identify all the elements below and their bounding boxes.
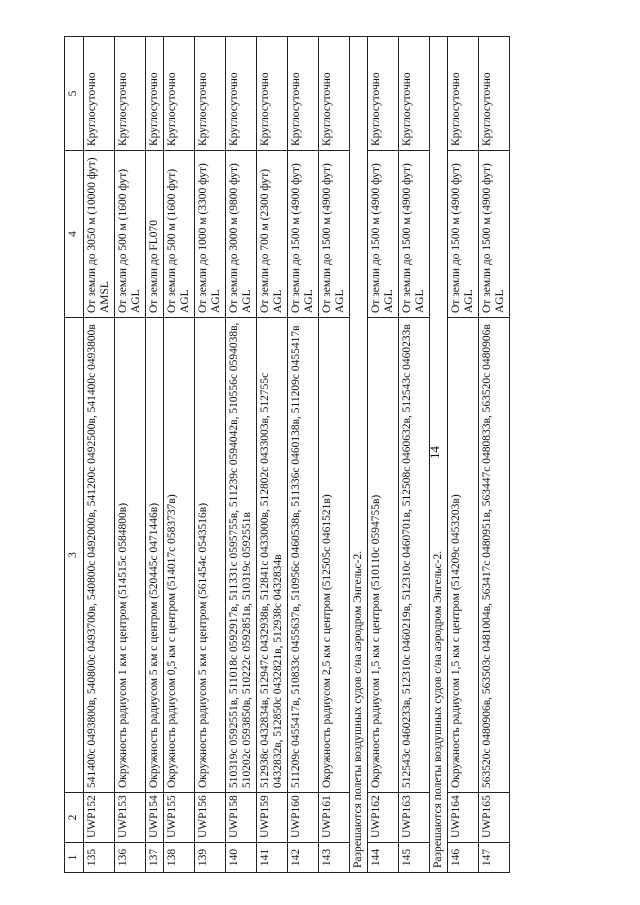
operating-time-cell: Круглосуточно xyxy=(164,37,195,151)
row-number-cell: 138 xyxy=(164,843,195,873)
zone-id-cell: UWP156 xyxy=(195,793,226,843)
operating-time-cell: Круглосуточно xyxy=(257,37,288,151)
column-header: 4 xyxy=(65,151,84,318)
row-number-cell: 140 xyxy=(226,843,257,873)
table-row xyxy=(448,37,479,873)
altitude-limits-cell: От земли до 500 м (1600 фут) AGL xyxy=(115,151,146,318)
column-header: 3 xyxy=(65,318,84,793)
operating-time-cell: Круглосуточно xyxy=(479,37,510,151)
operating-time-cell: Круглосуточно xyxy=(226,37,257,151)
note-text: Разрешаются полеты воздушных судов с/на аэродром Энгельс-2. xyxy=(350,37,368,873)
altitude-limits-cell: От земли до 1500 м (4900 фут) AGL xyxy=(399,151,430,318)
table-row xyxy=(226,37,257,873)
altitude-limits-cell: От земли до 500 м (1600 фут) AGL xyxy=(164,151,195,318)
table-row xyxy=(257,37,288,873)
altitude-limits-cell: От земли до 1500 м (4900 фут) AGL xyxy=(479,151,510,318)
table-row xyxy=(146,37,164,873)
table-row xyxy=(164,37,195,873)
zone-area-cell: Окружность радиусом 1,5 км с центром (510110с 0594755в) xyxy=(368,318,399,793)
page-number: 14 xyxy=(427,446,442,459)
operating-time-cell: Круглосуточно xyxy=(288,37,319,151)
zone-area-cell: Окружность радиусом 1 км с центром (514515с 0584800в) xyxy=(115,318,146,793)
altitude-limits-cell: От земли до 1500 м (4900 фут) AGL xyxy=(288,151,319,318)
row-number-cell: 136 xyxy=(115,843,146,873)
zone-area-cell: 512938с 0432834в, 512947с 0432938в, 512841с 0433000в, 512802с 0433003в, 512755с 0432832в, 512850с 0432821в, 512938с 0432834в xyxy=(257,318,288,793)
row-number-cell: 144 xyxy=(368,843,399,873)
row-number-cell: 142 xyxy=(288,843,319,873)
zone-id-cell: UWP158 xyxy=(226,793,257,843)
table-note-row xyxy=(430,37,448,873)
note-text: Разрешаются полеты воздушных судов с/на аэродром Энгельс-2. xyxy=(430,37,448,873)
table-body xyxy=(84,37,510,873)
operating-time-cell: Круглосуточно xyxy=(368,37,399,151)
zone-area-cell: Окружность радиусом 5 км с центром (520445с 0471446в) xyxy=(146,318,164,793)
altitude-limits-cell: От земли до 3000 м (9800 фут) AGL xyxy=(226,151,257,318)
table-row xyxy=(195,37,226,873)
column-header: 1 xyxy=(65,843,84,873)
zone-id-cell: UWP153 xyxy=(115,793,146,843)
table-row xyxy=(84,37,115,873)
altitude-limits-cell: От земли до 1500 м (4900 фут) AGL xyxy=(448,151,479,318)
table-row xyxy=(479,37,510,873)
zone-area-cell: 511209с 0455417в, 510833с 0455637в, 510956с 0460538в, 511336с 0460138в, 511209с 0455417в xyxy=(288,318,319,793)
altitude-limits-cell: От земли до 3050 м (10000 фут) AMSL xyxy=(84,151,115,318)
column-header: 5 xyxy=(65,37,84,151)
altitude-limits-cell: От земли до 700 м (2300 фут) AGL xyxy=(257,151,288,318)
operating-time-cell: Круглосуточно xyxy=(115,37,146,151)
zone-id-cell: UWP154 xyxy=(146,793,164,843)
table-row xyxy=(399,37,430,873)
table-row xyxy=(319,37,350,873)
zone-id-cell: UWP161 xyxy=(319,793,350,843)
table-row xyxy=(288,37,319,873)
zone-area-cell: Окружность радиусом 0,5 км с центром (514017с 0583737в) xyxy=(164,318,195,793)
row-number-cell: 135 xyxy=(84,843,115,873)
table-row xyxy=(115,37,146,873)
operating-time-cell: Круглосуточно xyxy=(84,37,115,151)
zone-area-cell: Окружность радиусом 5 км с центром (561454с 0543516в) xyxy=(195,318,226,793)
table-row xyxy=(368,37,399,873)
altitude-limits-cell: От земли до 1500 м (4900 фут) AGL xyxy=(368,151,399,318)
zone-area-cell: 563520с 0480906в, 563503с 0481004в, 563417с 0480951в, 563447с 0480833в, 563520с 0480906в xyxy=(479,318,510,793)
zone-id-cell: UWP162 xyxy=(368,793,399,843)
zone-id-cell: UWP152 xyxy=(84,793,115,843)
operating-time-cell: Круглосуточно xyxy=(448,37,479,151)
zone-id-cell: UWP164 xyxy=(448,793,479,843)
table-note-row xyxy=(350,37,368,873)
zone-id-cell: UWP155 xyxy=(164,793,195,843)
row-number-cell: 137 xyxy=(146,843,164,873)
table-header-row xyxy=(65,37,84,873)
operating-time-cell: Круглосуточно xyxy=(399,37,430,151)
zone-area-cell: 512543с 0460233в, 512310с 0460219в, 512310с 0460701в, 512508с 0460632в, 512543с 0460233в xyxy=(399,318,430,793)
altitude-limits-cell: От земли до 1000 м (3300 фут) AGL xyxy=(195,151,226,318)
zone-id-cell: UWP165 xyxy=(479,793,510,843)
zone-area-cell: 541400с 0493800в, 540800с 0493700в, 540800с 0492000в, 541200с 0492500в, 541400с 0493800в xyxy=(84,318,115,793)
zone-area-cell: Окружность радиусом 2,5 км с центром (512505с 0461521в) xyxy=(319,318,350,793)
zone-id-cell: UWP159 xyxy=(257,793,288,843)
zone-id-cell: UWP163 xyxy=(399,793,430,843)
operating-time-cell: Круглосуточно xyxy=(319,37,350,151)
row-number-cell: 145 xyxy=(399,843,430,873)
operating-time-cell: Круглосуточно xyxy=(195,37,226,151)
altitude-limits-cell: От земли до 1500 м (4900 фут) AGL xyxy=(319,151,350,318)
column-header: 2 xyxy=(65,793,84,843)
operating-time-cell: Круглосуточно xyxy=(146,37,164,151)
zone-area-cell: 510319с 0592551в, 511018с 0592917в, 511331с 0595755в, 511239с 0594042в, 510556с 0594038в, 510202с 0593850в, 510222с 0592851в, 510319с 0592551в xyxy=(226,318,257,793)
row-number-cell: 147 xyxy=(479,843,510,873)
altitude-limits-cell: От земли до FL070 xyxy=(146,151,164,318)
row-number-cell: 139 xyxy=(195,843,226,873)
zone-id-cell: UWP160 xyxy=(288,793,319,843)
zone-area-cell: Окружность радиусом 1,5 км с центром (514209с 0453203в) xyxy=(448,318,479,793)
restricted-zones-table xyxy=(64,36,510,873)
row-number-cell: 146 xyxy=(448,843,479,873)
row-number-cell: 141 xyxy=(257,843,288,873)
row-number-cell: 143 xyxy=(319,843,350,873)
